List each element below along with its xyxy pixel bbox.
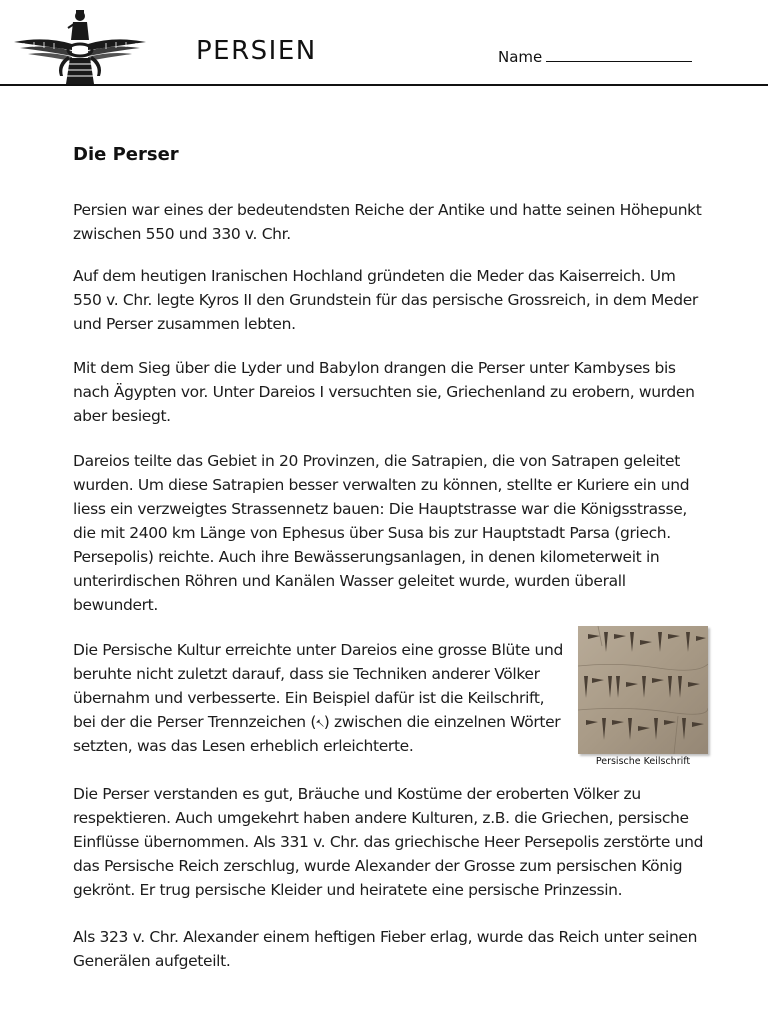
paragraph-braeuche: Die Perser verstanden es gut, Bräuche und Kostüme der eroberten Völker zu respektieren. Auch umgekehrt haben andere Kulturen, z.B. die Griechen, persische Einflüsse übernommen. Als 331 v. Chr. das griechische Heer Persepolis zerstörte und das Persische Reich zerschlug, wurde Alexander der Grosse zum persischen König gekrönt. Er trug persische Kleider und heiratete eine persische Prinzessin. xyxy=(73,785,704,899)
paragraph-intro: Persien war eines der bedeutendsten Reiche der Antike und hatte seinen Höhepunkt zwischen 550 und 330 v. Chr. xyxy=(73,201,702,243)
cuneiform-image xyxy=(578,626,708,754)
paragraph-kambyses: Mit dem Sieg über die Lyder und Babylon drangen die Perser unter Kambyses bis nach Ägypten vor. Unter Dareios I versuchten sie, Griechenland zu erobern, wurden aber besiegt. xyxy=(73,359,695,425)
section-heading: Die Perser xyxy=(73,144,179,165)
paragraph-kultur: Die Persische Kultur erreichte unter Dareios eine grosse Blüte und beruhte nicht zuletzt darauf, dass sie Techniken anderer Völker übernahm und verbesserte. Ein Beispiel dafür ist die Keilschrift, bei der die Perser Trennzeichen (𐏐) zwischen die einzelnen Wörter setzten, was das Lesen erheblich erleichterte. xyxy=(73,641,563,755)
name-input-line[interactable] xyxy=(546,49,692,62)
faravahar-icon xyxy=(10,6,150,92)
name-field[interactable] xyxy=(498,48,692,66)
header-divider xyxy=(0,84,768,86)
paragraph-alexander: Als 323 v. Chr. Alexander einem heftigen Fieber erlag, wurde das Reich unter seinen Generälen aufgeteilt. xyxy=(73,928,698,970)
paragraph-meder: Auf dem heutigen Iranischen Hochland gründeten die Meder das Kaiserreich. Um 550 v. Chr. legte Kyros II den Grundstein für das persische Grossreich, in dem Meder und Perser zusammen lebten. xyxy=(73,267,698,333)
name-label: Name xyxy=(498,48,543,66)
paragraph-satrapien: Dareios teilte das Gebiet in 20 Provinzen, die Satrapien, die von Satrapen geleitet wurden. Um diese Satrapien besser verwalten zu können, stellte er Kuriere ein und liess ein verzweigtes Strassennetz bauen: Die Hauptstrasse war die Königsstrasse, die mit 2400 km Länge von Ephesus über Susa bis zur Hauptstadt Parsa (griech. Persepolis) reichte. Auch ihre Bewässerungsanlagen, in denen kilometerweit in unterirdischen Röhren und Kanälen Wasser geleitet wurde, wurden überall bewundert. xyxy=(73,452,690,614)
figure-caption: Persische Keilschrift xyxy=(595,756,691,767)
cuneiform-figure xyxy=(578,626,708,767)
page-title: PERSIEN xyxy=(196,36,317,66)
